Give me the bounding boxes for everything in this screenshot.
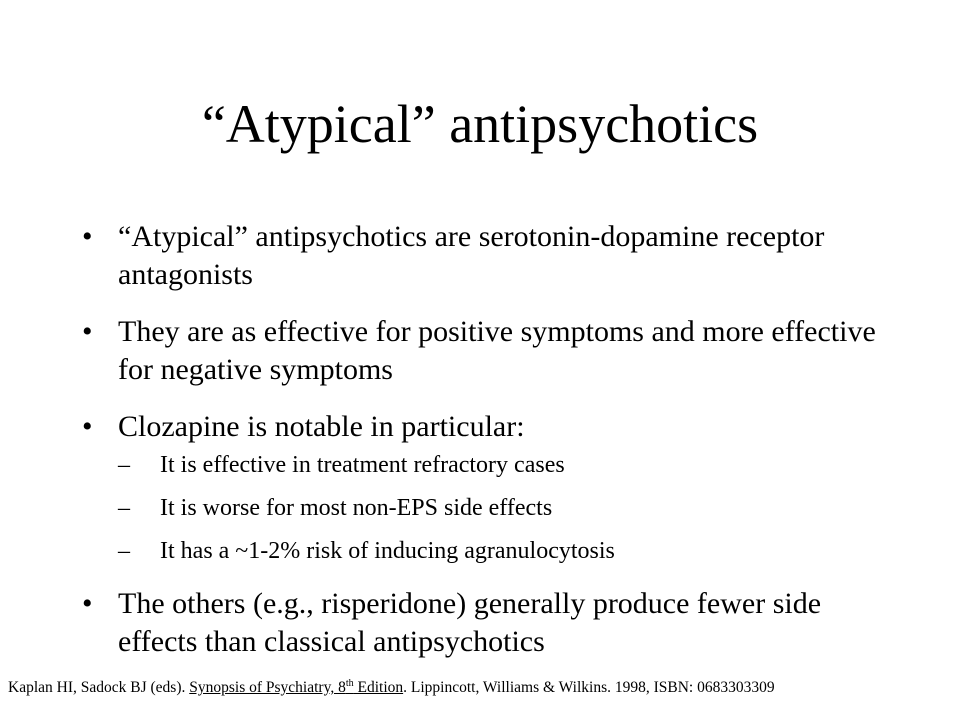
bullet-text: “Atypical” antipsychotics are serotonin-dopamine receptor antagonists bbox=[118, 220, 825, 291]
bullet-text: They are as effective for positive symptoms and more effective for negative symptoms bbox=[118, 315, 876, 386]
sub-bullet-text: It is effective in treatment refractory cases bbox=[160, 452, 565, 478]
sub-bullet-marker: – bbox=[118, 452, 130, 478]
sub-bullet-marker: – bbox=[118, 495, 130, 521]
sub-bullet-item bbox=[118, 536, 878, 566]
citation-authors: Kaplan HI, Sadock BJ (eds). bbox=[8, 679, 190, 696]
slide-title: “Atypical” antipsychotics bbox=[201, 94, 759, 154]
sub-bullet-text: It has a ~1-2% risk of inducing agranulocytosis bbox=[160, 538, 615, 564]
citation-edition-word: Edition bbox=[353, 679, 404, 696]
bullet-item bbox=[78, 585, 878, 661]
sub-bullet-item bbox=[118, 450, 878, 480]
bullet-list bbox=[78, 218, 878, 680]
bullet-marker: • bbox=[82, 220, 93, 253]
bullet-marker: • bbox=[82, 587, 93, 620]
bullet-marker: • bbox=[82, 315, 93, 348]
bullet-item bbox=[78, 313, 878, 389]
sub-bullet-marker: – bbox=[118, 538, 130, 564]
sub-bullet-list bbox=[118, 450, 878, 566]
bullet-text: Clozapine is notable in particular: bbox=[118, 410, 525, 443]
sub-bullet-item bbox=[118, 493, 878, 523]
bullet-item bbox=[78, 408, 878, 566]
bullet-marker: • bbox=[82, 410, 93, 443]
bullet-item bbox=[78, 218, 878, 294]
sub-bullet-text: It is worse for most non-EPS side effects bbox=[160, 495, 553, 521]
citation-publisher: . Lippincott, Williams & Wilkins. 1998, ISBN: 0683303309 bbox=[403, 679, 775, 696]
citation-book-title-text: Synopsis of Psychiatry, 8 bbox=[189, 679, 346, 696]
citation bbox=[8, 678, 958, 698]
bullet-text: The others (e.g., risperidone) generally produce fewer side effects than classical antipsychotics bbox=[118, 587, 822, 658]
citation-edition-superscript: th bbox=[345, 677, 354, 689]
citation-book-title bbox=[189, 679, 403, 696]
